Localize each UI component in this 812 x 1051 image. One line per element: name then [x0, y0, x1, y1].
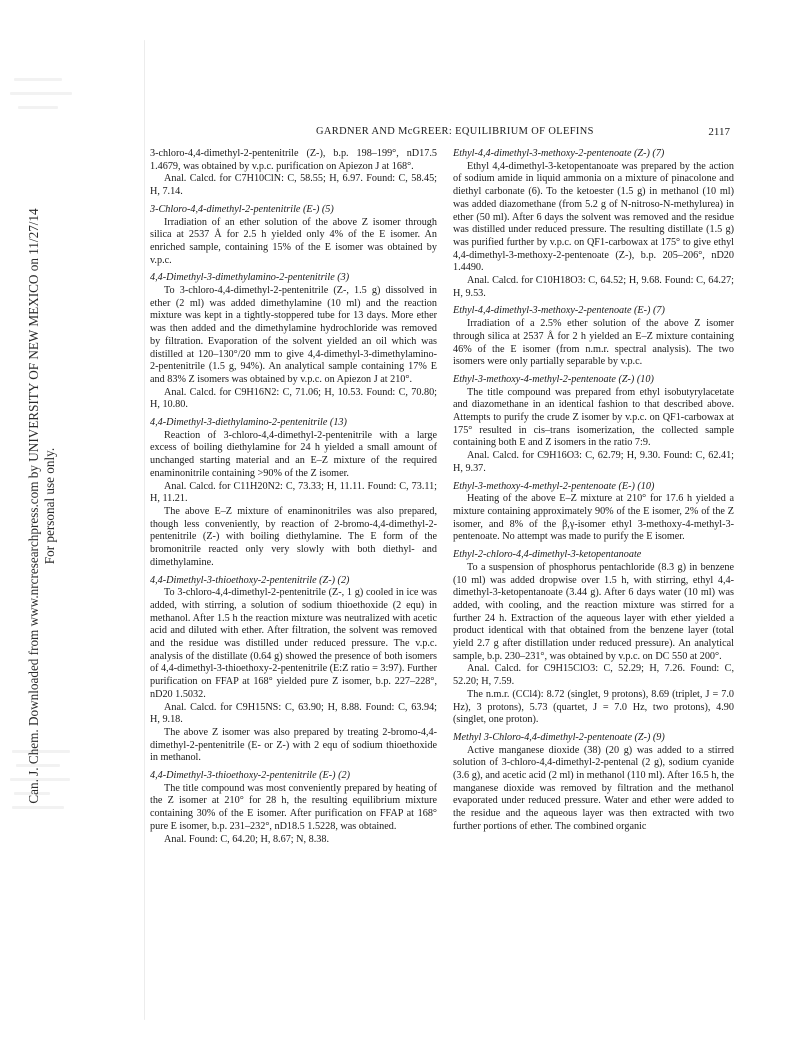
section-heading: Ethyl-4,4-dimethyl-3-methoxy-2-pentenoate (E-) (7) — [453, 305, 665, 317]
body-paragraph: Anal. Found: C, 64.20; H, 8.67; N, 8.38. — [164, 833, 329, 845]
running-head: GARDNER AND McGREER: EQUILIBRIUM OF OLEFINS — [316, 126, 594, 137]
section-heading: Ethyl-3-methoxy-4-methyl-2-pentenoate (E-) (10) — [453, 480, 655, 492]
body-paragraph: 3-chloro-4,4-dimethyl-2-pentenitrile (Z-), b.p. 198–199°, nD17.5 1.4679, was obtained by v.p.c. purification on Apiezon J at 168°. — [150, 148, 437, 172]
scan-margin — [0, 0, 148, 1051]
body-paragraph: Anal. Calcd. for C9H15ClO3: C, 52.29; H, 7.26. Found: C, 52.20; H, 7.59. — [453, 663, 734, 688]
download-notice-line1: Can. J. Chem. Downloaded from www.nrcresearchpress.com by UNIVERSITY OF NEW MEXICO on 11/27/14 — [26, 208, 41, 804]
section-heading: Ethyl-4,4-dimethyl-3-methoxy-2-pentenoate (Z-) (7) — [453, 148, 665, 159]
body-paragraph: Heating of the above E–Z mixture at 210° for 17.6 h yielded a mixture containing approximately 90% of the E isomer, 2% of the Z isomer, and 8% of the β,γ-isomer ethyl 3-methoxy-4-methyl-3-pentenoate. No attempt was made to purify the E isomer. — [453, 493, 734, 543]
right-column — [453, 148, 734, 834]
left-column — [150, 148, 437, 846]
body-paragraph: Anal. Calcd. for C11H20N2: C, 73.33; H, 11.11. Found: C, 73.11; H, 11.21. — [150, 480, 437, 505]
body-paragraph: Ethyl 4,4-dimethyl-3-ketopentanoate was prepared by the action of sodium amide in liquid ammonia on a mixture of pinacolone and diethyl carbonate (6). To the ketoester (1.5 g) in methanol (10 ml) was added diazomethane (from 5.2 g of N-nitroso-N-methylurea) in ether (50 ml). After 6 days the solvent was removed and the residue was distilled under reduced pressure. The resulting distillate (1.5 g) was purified further by v.p.c. on QF1-carbowax at 175° to give ethyl 4,4-dimethyl-3-methoxy-2-pentenoate (Z-), b.p. 205–206°, nD20 1.4490. — [453, 160, 734, 274]
body-paragraph: To a suspension of phosphorus pentachloride (8.3 g) in benzene (10 ml) was added dropwise over 1.5 h, with stirring, ethyl 4,4-dimethyl-3-ketopentanoate (3.44 g). After 6 days water (10 ml) was added, with cooling, and the reaction mixture was stirred for a further 24 h. Extraction of the aqueous layer with ether yielded a product identical with that obtained from the benzene layer (total yield 2.7 g after distillation under reduced pressure). An analytical sample, b.p. 230–231°, was obtained by v.p.c. on DC 550 at 200°. — [453, 561, 734, 662]
section-heading: Ethyl-2-chloro-4,4-dimethyl-3-ketopentanoate — [453, 549, 642, 561]
body-paragraph: To 3-chloro-4,4-dimethyl-2-pentenitrile (Z-, 1.5 g) dissolved in ether (2 ml) was added dimethylamine (10 ml) and the reaction mixture was kept in a tightly-stoppered tube for 13 days. More ether was then added and the dimethylamine hydrochloride was removed by filtration. Evaporation of the solvent yielded an oil which was distilled at 120–130°/20 mm to give 4,4-dimethyl-3-dimethylamino-2-pentenitrile (1.5 g, 94%). An analytical sample containing 17% E and 83% Z isomers was obtained by v.p.c. on Apiezon J at 210°. — [150, 285, 437, 385]
body-paragraph: The title compound was prepared from ethyl isobutyrylacetate and diazomethane in an identical fashion to that described above. Attempts to purify the crude Z isomer by v.p.c. on QF1-carbowax at 175° resulted in cis–trans isomerization, the collected sample containing both E and Z isomers in the ratio 7:9. — [453, 386, 734, 449]
section-heading: Ethyl-3-methoxy-4-methyl-2-pentenoate (Z-) (10) — [453, 373, 654, 385]
body-paragraph: The above E–Z mixture of enaminonitriles was also prepared, though less conveniently, by reaction of 2-bromo-4,4-dimethyl-2-pentenitrile (Z-) with boiling diethylamine. The E form of the bromonitrile reacted only very slowly with both diethyl- and dimethylamine. — [150, 505, 437, 568]
section-heading: 4,4-Dimethyl-3-thioethoxy-2-pentenitrile (E-) (2) — [150, 770, 350, 782]
body-paragraph: The title compound was most conveniently prepared by heating of the Z isomer at 210° for 28 h, the resulting equilibrium mixture containing 30% of the E isomer. After purification on FFAP at 168° pure E isomer, b.p. 231–232°, nD18.5 1.5228, was obtained. — [150, 782, 437, 832]
download-notice-line2: For personal use only. — [42, 447, 57, 565]
page-number: 2117 — [708, 126, 730, 138]
body-paragraph: Anal. Calcd. for C9H16N2: C, 71.06; H, 10.53. Found: C, 70.80; H, 10.80. — [150, 386, 437, 411]
section-heading: 4,4-Dimethyl-3-thioethoxy-2-pentenitrile (Z-) (2) — [150, 574, 350, 586]
body-paragraph: Irradiation of an ether solution of the above Z isomer through silica at 2537 Å for 2.5 h yielded only 4% of the E isomer. An enriched sample, containing 15% of the E isomer was obtained by v.p.c. — [150, 216, 437, 266]
body-paragraph: The above Z isomer was also prepared by treating 2-bromo-4,4-dimethyl-2-pentenitrile (E- or Z-) with 2 equ of sodium thioethoxide in methanol. — [150, 726, 437, 764]
section-heading: 4,4-Dimethyl-3-dimethylamino-2-pentenitrile (3) — [150, 272, 350, 284]
download-notice — [26, 206, 58, 806]
section-heading: 3-Chloro-4,4-dimethyl-2-pentenitrile (E-) (5) — [150, 203, 334, 215]
body-paragraph: Reaction of 3-chloro-4,4-dimethyl-2-pentenitrile with a large excess of boiling diethylamine for 24 h yielded a small amount of unchanged starting material and an E–Z mixture of the required enaminonitrile containing >90% of the Z isomer. — [150, 429, 437, 479]
body-paragraph: The n.m.r. (CCl4): 8.72 (singlet, 9 protons), 8.69 (triplet, J = 7.0 Hz), 3 protons), 5.73 (quartet, J = 7.0 Hz, two protons), 4.90 (singlet, one proton). — [453, 688, 734, 726]
body-paragraph: Anal. Calcd. for C9H15NS: C, 63.90; H, 8.88. Found: C, 63.94; H, 9.18. — [150, 701, 437, 726]
body-paragraph: Anal. Calcd. for C7H10ClN: C, 58.55; H, 6.97. Found: C, 58.45; H, 7.14. — [150, 173, 437, 198]
page-header — [150, 126, 730, 142]
section-heading: Methyl 3-Chloro-4,4-dimethyl-2-pentenoate (Z-) (9) — [453, 731, 665, 743]
body-paragraph: Anal. Calcd. for C9H16O3: C, 62.79; H, 9.30. Found: C, 62.41; H, 9.37. — [453, 450, 734, 474]
section-heading: 4,4-Dimethyl-3-diethylamino-2-pentenitrile (13) — [150, 417, 347, 429]
body-paragraph: To 3-chloro-4,4-dimethyl-2-pentenitrile (Z-, 1 g) cooled in ice was added, with stirring, a solution of sodium thioethoxide (2 equ) in methanol. After 1.5 h the reaction mixture was neutralized with acetic acid and diluted with ether. After filtration, the solvent was removed and the residue was distilled under reduced pressure. The v.p.c. analysis of the distillate (0.64 g) showed the presence of both isomers of 4,4-dimethyl-3-thioethoxy-2-pentenitrile (E:Z ratio = 3:97). Further purification on FFAP at 168° yielded pure Z isomer, b.p. 227–228°, nD20 1.5032. — [150, 587, 437, 700]
body-paragraph: Active manganese dioxide (38) (20 g) was added to a stirred solution of 3-chloro-4,4-dimethyl-2-pentenal (2 g), sodium cyanide (3.6 g), and acetic acid (2 ml) in methanol (110 ml). After 16.5 h, the manganese dioxide was removed by filtration and the methanol evaporated under reduced pressure. Water and ether were added to the residue and the aqueous layer was then extracted with two further portions of ether. The combined organic — [453, 744, 734, 832]
body-paragraph: Irradiation of a 2.5% ether solution of the above Z isomer through silica at 2537 Å for 2 h yielded an E–Z mixture containing 46% of the E isomer (from n.m.r. spectral analysis). The two isomers were only partially separable by v.p.c. — [453, 318, 734, 368]
body-paragraph: Anal. Calcd. for C10H18O3: C, 64.52; H, 9.68. Found: C, 64.27; H, 9.53. — [453, 275, 734, 299]
